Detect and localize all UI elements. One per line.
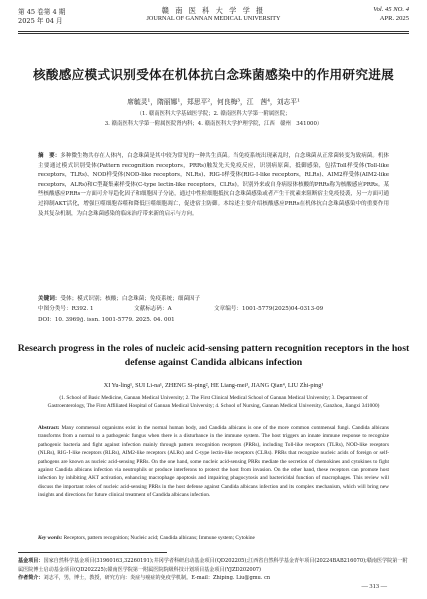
abstract-cn-label: 摘 要：	[38, 153, 61, 159]
fund-note	[18, 557, 409, 574]
abstract-cn	[38, 152, 389, 219]
keywords-en	[38, 535, 389, 541]
article-title-en	[16, 342, 411, 370]
clc-number: 中图分类号：R392. 1	[38, 306, 94, 312]
volume-issue: 第 45 卷第 4 期	[18, 8, 66, 16]
author-note	[18, 574, 409, 583]
affiliations-en: (1. School of Basic Medicine, Gannan Medical University; 2. The First Clinical Medical School of Gannan Medical University; 3. Department of Gastroenterology, The First Affiliated Hospital of Gannan Medical University; 4. School of Nursing, Gannan Medical University, Ganzhou, Jiangxi 341000)	[47, 395, 380, 410]
header-rule-2	[18, 33, 409, 34]
keywords-en-label: Key words:	[38, 535, 63, 541]
authors-en: XI Yu-ling¹, SUI Li-na¹, ZHENG Si-ping², HE Liang-mei³, JIANG Qian⁴, LIU Zhi-ping¹	[103, 382, 324, 389]
header-rule	[18, 31, 409, 32]
footnote	[18, 557, 409, 583]
author-note-label: 作者简介：	[18, 575, 44, 582]
affiliation-cn-line-2: 3. 赣南医科大学第一附属医院肾内科；4. 赣南医科大学护理学院，江西 赣州 341000）	[104, 121, 323, 127]
journal-name-en: JOURNAL OF GANNAN MEDICAL UNIVERSITY	[146, 15, 281, 22]
article-title-en-text: Research progress in the roles of nucleic acid-sensing pattern recognition receptors in the host defense against Candida albicans infection	[17, 343, 410, 368]
running-header	[18, 6, 409, 30]
abstract-en-text: Many commensal organisms exist in the normal human body, and Candida albicans is one of the more common commensal fungi. Candida albicans transforms from a normal to a pathogenic fungus when there is a disturbance in the immune system. The host triggers an innate immune response to recognize pathogenic bacteria and fight against infection mainly through pattern recognition receptors (PRRs), including Toll-like receptors (TLRs), NOD-like receptors (NLRs), RIG-Ⅰ-like receptors (RLRs), AIM2-like receptors (ALRs) and C-type lectin-like receptors (CLRs). PRRs that recognize nucleic acids of foreign or self-pathogens are known as nucleic acid-sensing PRRs. On the one hand, some nucleic acid-sensing PRRs mediate the secretion of chemokines and cytokines to fight against Candida albicans infection via neutrophils or produce interferons to protect the host from invasion. On the other hand, these receptors can promote host infection by inhibiting AKT activation, enhancing macrophage apoptosis and impairing phagocytosis and bactericidal function of macrophages. This review will discuss the important roles of nucleic acid-sensing PRRs in the host defense against Candida albicans infection and its complex mechanism, which will bring new insights and directions for future clinical treatment of Candida albicans infection.	[38, 425, 389, 499]
issue-date: 2025 年 04 月	[18, 17, 63, 25]
author-note-text: 刘志平，男，博士，教授，研究方向：炎症与癌症的免疫学机制。E-mail：Zhiping. Liu@gmu. cn	[43, 575, 271, 582]
fund-label: 基金项目：	[18, 558, 44, 564]
keywords-cn	[38, 294, 389, 302]
doi: DOI：10. 3969/j. issn. 1001-5779. 2025. 04. 001	[38, 317, 175, 323]
issue-date-en: APR. 2025	[379, 15, 409, 22]
abstract-cn-text: 多种微生物共存在人体内，白念珠菌是其中较为常见的一种共生真菌。当免疫系统出现紊乱时，白念珠菌从正常菌转变为致病菌。机体主要通过模式识别受体(Pattern recognition receptors，PRRs)触发先天免疫反应，识别病原菌，抵御感染，包括Toll样受体(Toll-like receptors，TLRs)、NOD样受体(NOD-like receptors，NLRs)、RIG-Ⅰ样受体(RIG-Ⅰ-like receptors，RLRs)、AIM2样受体(AIM2-like receptors，ALRs)和C型凝集素样受体(C-type lectin-like receptors，CLRs)。识别外来或自身病原体核酸的PRRs称为核酸感应PRRs。某些核酸感应PRRs一方面可介导趋化因子和细胞因子分泌，通过中性粒细胞抵抗白念珠菌感染或者产生干扰素来阻断宿主免疫侵袭，另一方面可通过抑制AKT活化，增强巨噬细胞吞噬和降低巨噬细胞凋亡，促进宿主防御。本综述主要介绍核酸感应PRRs在机体抗白念珠菌感染中的重要作用及其复杂机制，为白念珠菌感染的临床治疗带来新的启示与方向。	[38, 153, 389, 217]
fund-text: 国家自然科学基金项目(31960163,32260191);井冈学者科研启动基金项目(QD202205);江西省自然科学基金青年项目(20224BAB216070);赣南医学院第一附属医院博士启动基金项目(QD202225);赣南医学院第一附属医院院级科技计划项目基金项目(YJZD202007)	[18, 558, 408, 573]
footnote-rule	[18, 552, 167, 553]
journal-name-cn: 赣 南 医 科 大 学 学 报	[161, 6, 266, 15]
abstract-en	[38, 424, 389, 500]
page-number: — 313 —	[361, 583, 387, 590]
keywords-cn-text: 受体；模式识别；核酸；白念珠菌；免疫系统；细菌因子	[60, 296, 201, 302]
abstract-en-label: Abstract:	[38, 425, 60, 431]
keywords-en-text: Receptors, pattern recognition; Nucleic acid; Candida albicans; Immune system; Cytokine	[63, 535, 255, 541]
affiliation-cn-line-1: （1. 赣南医科大学基础医学院；2. 赣南医科大学第一附属医院；	[136, 111, 291, 117]
volume-issue-en: Vol. 45 NO. 4	[373, 6, 409, 13]
article-title-cn: 核酸感应模式识别受体在机体抗白念珠菌感染中的作用研究进展	[32, 67, 395, 82]
document-code: 文献标志码：A	[134, 306, 172, 312]
article-number: 文章编号：1001-5779(2025)04-0313-09	[214, 306, 324, 312]
authors-cn: 席毓灵¹，隋丽娜¹，郑思平²，何良梅³，江 茜⁴，刘志平¹	[127, 98, 300, 106]
classification-row	[38, 304, 389, 313]
keywords-cn-label: 关键词：	[38, 296, 61, 302]
